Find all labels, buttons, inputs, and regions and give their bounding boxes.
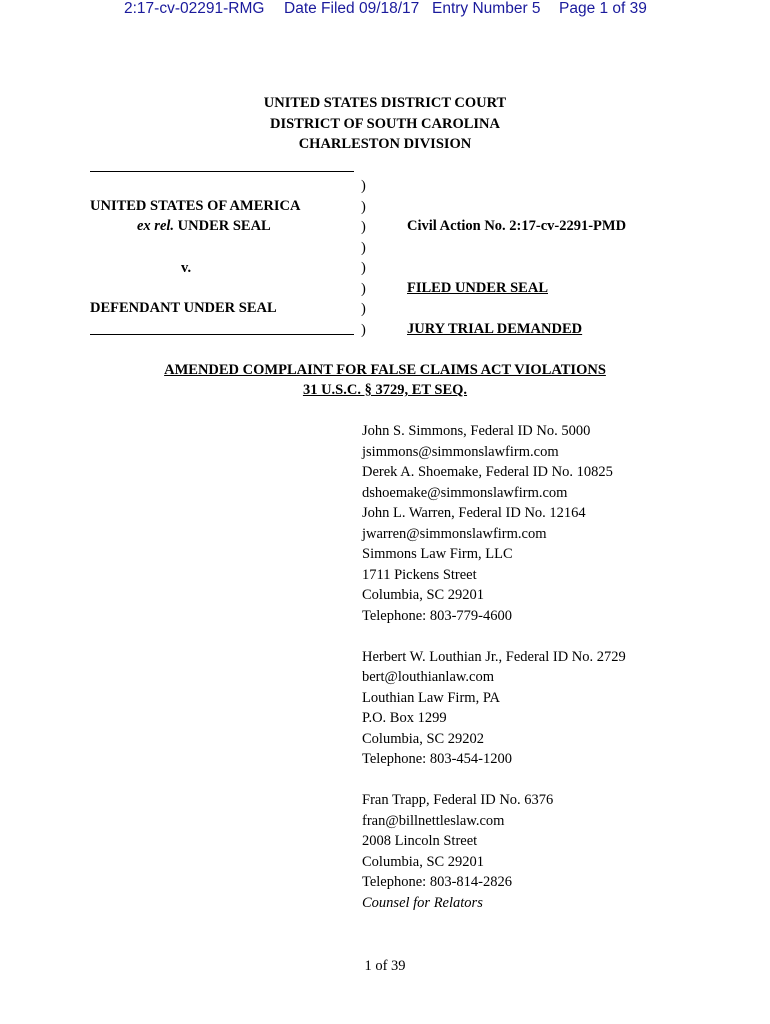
civil-action-number: Civil Action No. 2:17-cv-2291-PMD [407,218,627,234]
plaintiff-relator: ex rel. UNDER SEAL [137,218,271,234]
court-name: UNITED STATES DISTRICT COURT [263,95,507,111]
document-title: AMENDED COMPLAINT FOR FALSE CLAIMS ACT VIOLATIONS [164,362,606,378]
filing-header [0,0,770,22]
counsel-signature-blocks [362,421,626,934]
court-division: CHARLESTON DIVISION [298,136,472,152]
page-indicator: Page 1 of 39 [559,0,647,17]
court-heading [0,93,770,155]
caption-bottom-rule [90,334,354,335]
versus: v. [181,260,192,276]
counsel-block-trapp: Fran Trapp, Federal ID No. 6376 fran@billnettleslaw.com 2008 Lincoln Street Columbia, SC 29201 Telephone: 803-814-2826 Counsel for Relators [362,790,626,913]
counsel-block-louthian: Herbert W. Louthian Jr., Federal ID No. 2729 bert@louthianlaw.com Louthian Law Firm, PA P.O. Box 1299 Columbia, SC 29202 Telephone: 803-454-1200 [362,648,626,767]
entry-number: Entry Number 5 [432,0,541,17]
counsel-for-relators: Counsel for Relators [362,894,483,911]
filed-under-seal: FILED UNDER SEAL [407,280,548,296]
document-statute: 31 U.S.C. § 3729, ET SEQ. [302,382,468,398]
caption-top-rule [90,171,354,172]
plaintiff-name: UNITED STATES OF AMERICA [90,198,301,214]
date-filed: Date Filed 09/18/17 [284,0,420,17]
caption-parentheses: ) ) ) ) ) ) ) ) [361,178,366,338]
case-number: 2:17-cv-02291-RMG [124,0,265,17]
counsel-block-simmons: John S. Simmons, Federal ID No. 5000 jsimmons@simmonslawfirm.com Derek A. Shoemake, Federal ID No. 10825 dshoemake@simmonslawfirm.com John L. Warren, Federal ID No. 12164 jwarren@simmonslawfirm.com Simmons Law Firm, LLC 1711 Pickens Street Columbia, SC 29201 Telephone: 803-779-4600 [362,423,613,624]
page-number: 1 of 39 [364,958,406,974]
jury-trial-demanded: JURY TRIAL DEMANDED [407,321,583,337]
defendant-name: DEFENDANT UNDER SEAL [90,300,277,316]
court-district: DISTRICT OF SOUTH CAROLINA [269,115,501,132]
